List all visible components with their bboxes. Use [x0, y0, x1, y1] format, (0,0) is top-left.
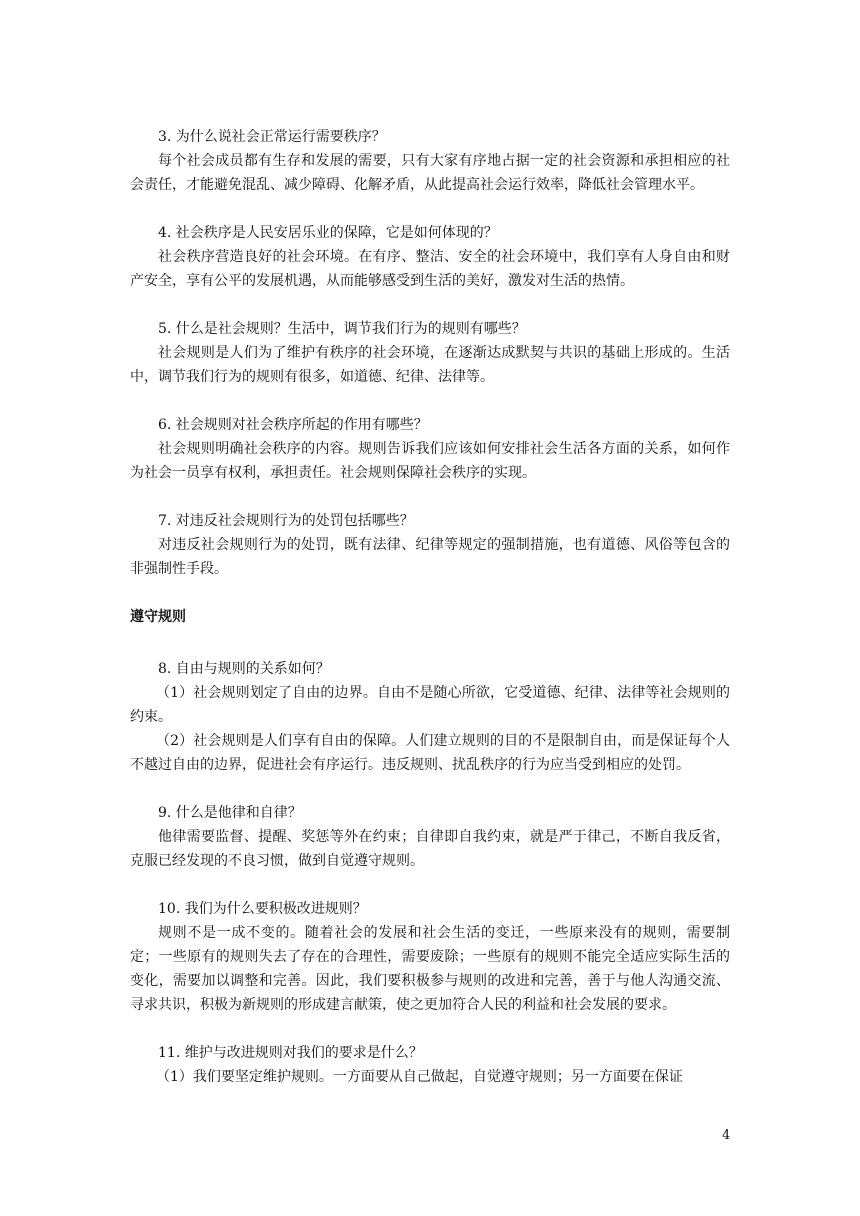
- question-heading: 6. 社会规则对社会秩序所起的作用有哪些？: [158, 417, 428, 433]
- block-spacer: [130, 197, 730, 221]
- answer-paragraph: 规则不是一成不变的。随着社会的发展和社会生活的变迁，一些原来没有的规则，需要制定；一些原有的规则失去了存在的合理性，需要废除；一些原有的规则不能完全适应实际生活的变化，需要加以调整和完善。因此，我们要积极参与规则的改进和完善，善于与他人沟通交流、寻求共识，积极为新规则的形成建言献策，使之更加符合人民的利益和社会发展的要求。: [130, 925, 730, 1013]
- question-heading: 9. 什么是他律和自律？: [158, 805, 302, 821]
- question-heading: 3. 为什么说社会正常运行需要秩序？: [158, 129, 386, 145]
- answer-paragraph: 社会规则明确社会秩序的内容。规则告诉我们应该如何安排社会生活各方面的关系，如何作为社会一员享有权利，承担责任。社会规则保障社会秩序的实现。: [130, 441, 730, 481]
- question-heading: 4. 社会秩序是人民安居乐业的保障，它是如何体现的？: [158, 225, 498, 241]
- question-heading: 11. 维护与改进规则对我们的要求是什么？: [158, 1045, 423, 1061]
- answer-paragraph: 社会规则是人们为了维护有秩序的社会环境，在逐渐达成默契与共识的基础上形成的。生活中，调节我们行为的规则有很多，如道德、纪律、法律等。: [130, 345, 730, 385]
- answer-paragraph: 每个社会成员都有生存和发展的需要，只有大家有序地占据一定的社会资源和承担相应的社会责任，才能避免混乱、减少障碍、化解矛盾，从此提高社会运行效率，降低社会管理水平。: [130, 153, 730, 193]
- answer-paragraph: 他律需要监督、提醒、奖惩等外在约束；自律即自我约束，就是严于律己，不断自我反省，克服已经发现的不良习惯，做到自觉遵守规则。: [130, 829, 730, 869]
- question-heading: 8. 自由与规则的关系如何？: [158, 661, 330, 677]
- answer-paragraph: 对违反社会规则行为的处罚，既有法律、纪律等规定的强制措施，也有道德、风俗等包含的非强制性手段。: [130, 537, 730, 577]
- block-spacer: [130, 581, 730, 605]
- document-body: [130, 125, 730, 1089]
- question-heading: 7. 对违反社会规则行为的处罚包括哪些？: [158, 513, 414, 529]
- answer-paragraph: （2）社会规则是人们享有自由的保障。人们建立规则的目的不是限制自由，而是保证每个人不越过自由的边界，促进社会有序运行。违反规则、扰乱秩序的行为应当受到相应的处罚。: [130, 733, 730, 773]
- page-number: 4: [722, 1128, 731, 1143]
- block-spacer: [130, 293, 730, 317]
- question-heading: 10. 我们为什么要积极改进规则？: [158, 901, 367, 917]
- answer-paragraph: （1）我们要坚定维护规则。一方面要从自己做起，自觉遵守规则；另一方面要在保证: [156, 1069, 683, 1085]
- answer-paragraph: 社会秩序营造良好的社会环境。在有序、整洁、安全的社会环境中，我们享有人身自由和财产安全，享有公平的发展机遇，从而能够感受到生活的美好，激发对生活的热情。: [130, 249, 730, 289]
- section-heading: 遵守规则: [130, 609, 186, 625]
- question-heading: 5. 什么是社会规则？生活中，调节我们行为的规则有哪些？: [158, 321, 526, 337]
- answer-paragraph: （1）社会规则划定了自由的边界。自由不是随心所欲，它受道德、纪律、法律等社会规则的约束。: [130, 685, 730, 725]
- block-spacer: [130, 633, 730, 657]
- block-spacer: [130, 1017, 730, 1041]
- block-spacer: [130, 389, 730, 413]
- block-spacer: [130, 873, 730, 897]
- block-spacer: [130, 485, 730, 509]
- block-spacer: [130, 777, 730, 801]
